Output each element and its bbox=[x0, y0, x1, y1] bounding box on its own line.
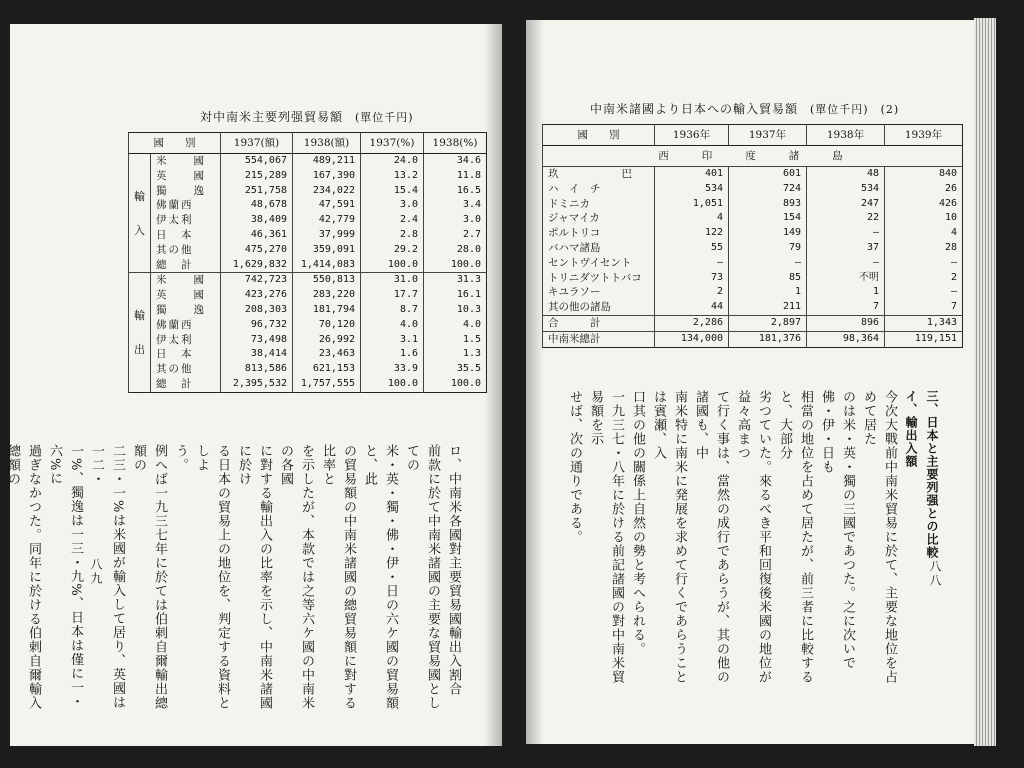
percent-cell: 24.0 bbox=[361, 154, 424, 169]
left-page-number: 八九 bbox=[89, 558, 103, 586]
percent-cell: 35.5 bbox=[424, 362, 487, 377]
table-row bbox=[543, 226, 963, 241]
percent-cell: 3.0 bbox=[424, 213, 487, 228]
value-cell: 181,794 bbox=[293, 303, 361, 318]
value-cell: 489,211 bbox=[293, 154, 361, 169]
value-cell: 359,091 bbox=[293, 243, 361, 258]
percent-cell: 33.9 bbox=[361, 362, 424, 377]
left-header-1938-amount: 1938(額) bbox=[293, 133, 361, 154]
value-cell: 1,051 bbox=[655, 197, 729, 212]
percent-cell: 16.5 bbox=[424, 184, 487, 199]
percent-cell: 17.7 bbox=[361, 288, 424, 303]
text-line: 今次大戰前中南米貿易に於て、主要な地位を占めて居た bbox=[861, 390, 897, 684]
table-row bbox=[543, 241, 963, 256]
table-row bbox=[129, 198, 487, 213]
value-cell: 47,591 bbox=[293, 198, 361, 213]
value-cell: — bbox=[885, 256, 963, 271]
text-line: 前款に於て中南米諸國の主要な貿易國としての bbox=[404, 444, 440, 710]
country-cell: 玖 巴 bbox=[543, 167, 655, 182]
percent-cell: 3.1 bbox=[361, 333, 424, 348]
text-line: 例へば一九三七年に於ては伯剌自爾輸出總額の bbox=[131, 444, 167, 710]
value-cell: 2,286 bbox=[655, 315, 729, 331]
exp-group-label: 輸 出 bbox=[129, 273, 151, 392]
left-header-country: 國 別 bbox=[129, 133, 221, 154]
table-row bbox=[543, 197, 963, 212]
text-line: 二三・一%は米國が輸入して居り、英國は一二・ bbox=[89, 444, 125, 710]
table-row bbox=[129, 243, 487, 258]
value-cell: 42,779 bbox=[293, 213, 361, 228]
value-cell: 234,022 bbox=[293, 184, 361, 199]
value-cell: 181,376 bbox=[729, 331, 807, 347]
country-cell: 佛蘭西 bbox=[151, 198, 221, 213]
value-cell: 813,586 bbox=[221, 362, 293, 377]
value-cell: 55 bbox=[655, 241, 729, 256]
section-heading: 三、日本と主要列强との比較 bbox=[925, 390, 939, 559]
value-cell: 1,757,555 bbox=[293, 377, 361, 392]
right-table-unit: (單位千円) (2) bbox=[810, 103, 900, 116]
text-line: せば、次の通りである。 bbox=[567, 390, 582, 544]
percent-cell: 4.0 bbox=[424, 318, 487, 333]
text-line: 過ぎなかつた。同年に於ける伯剌自爾輸入總額の bbox=[5, 444, 41, 710]
country-cell: 米 國 bbox=[151, 154, 221, 169]
country-cell: ドミニカ bbox=[543, 197, 655, 212]
percent-cell: 3.4 bbox=[424, 198, 487, 213]
text-line: ロ、中南米各國對主要貿易國輸出入割合 bbox=[446, 444, 461, 696]
left-table-unit: (單位千円) bbox=[355, 111, 414, 124]
table-row bbox=[129, 347, 487, 362]
percent-cell: 4.0 bbox=[361, 318, 424, 333]
value-cell: — bbox=[729, 256, 807, 271]
value-cell: 208,303 bbox=[221, 303, 293, 318]
table-row bbox=[129, 258, 487, 273]
left-header-1937-amount: 1937(額) bbox=[221, 133, 293, 154]
value-cell: 2,897 bbox=[729, 315, 807, 331]
country-cell: トリニダツトトバコ bbox=[543, 271, 655, 286]
value-cell: 38,409 bbox=[221, 213, 293, 228]
country-cell: 日 本 bbox=[151, 228, 221, 243]
text-line: 一%、獨逸は一三・九%、日本は僅に一・六%に bbox=[47, 444, 83, 709]
percent-cell: 100.0 bbox=[361, 258, 424, 273]
value-cell: 46,361 bbox=[221, 228, 293, 243]
value-cell: — bbox=[885, 285, 963, 300]
percent-cell: 100.0 bbox=[424, 377, 487, 392]
country-cell: 合 計 bbox=[543, 315, 655, 331]
right-body-text bbox=[564, 390, 942, 696]
value-cell: 475,270 bbox=[221, 243, 293, 258]
country-cell: ジャマイカ bbox=[543, 211, 655, 226]
table-row bbox=[543, 211, 963, 226]
country-cell: ポルトリコ bbox=[543, 226, 655, 241]
value-cell: 4 bbox=[655, 211, 729, 226]
right-header-country: 國 別 bbox=[543, 125, 655, 146]
value-cell: 37 bbox=[807, 241, 885, 256]
percent-cell: 1.5 bbox=[424, 333, 487, 348]
value-cell: 1,414,083 bbox=[293, 258, 361, 273]
value-cell: 1,629,832 bbox=[221, 258, 293, 273]
country-cell: バハマ諸島 bbox=[543, 241, 655, 256]
table-row bbox=[129, 213, 487, 228]
percent-cell: 13.2 bbox=[361, 169, 424, 184]
text-line: う。 bbox=[173, 444, 188, 472]
value-cell: 37,999 bbox=[293, 228, 361, 243]
table-row bbox=[129, 362, 487, 377]
table-row bbox=[543, 167, 963, 182]
table-row bbox=[129, 288, 487, 303]
right-page bbox=[526, 20, 974, 744]
country-cell: 其の他 bbox=[151, 362, 221, 377]
country-cell: セントヴイセント bbox=[543, 256, 655, 271]
value-cell: 2 bbox=[655, 285, 729, 300]
left-table-title-text: 対中南米主要列强貿易額 bbox=[200, 110, 344, 124]
value-cell: 896 bbox=[807, 315, 885, 331]
right-table-header bbox=[543, 125, 963, 167]
value-cell: 149 bbox=[729, 226, 807, 241]
percent-cell: 15.4 bbox=[361, 184, 424, 199]
value-cell: 23,463 bbox=[293, 347, 361, 362]
right-table-body bbox=[543, 167, 963, 348]
country-cell: 英 國 bbox=[151, 288, 221, 303]
percent-cell: 1.6 bbox=[361, 347, 424, 362]
country-cell: 日 本 bbox=[151, 347, 221, 362]
value-cell: 167,390 bbox=[293, 169, 361, 184]
value-cell: 96,732 bbox=[221, 318, 293, 333]
value-cell: 73,498 bbox=[221, 333, 293, 348]
value-cell: 7 bbox=[807, 300, 885, 315]
country-cell: 英 國 bbox=[151, 169, 221, 184]
left-header-1937-pct: 1937(%) bbox=[361, 133, 424, 154]
text-line: のは米・英・獨の三國であつた。之に次いで佛・伊・日も bbox=[819, 390, 855, 670]
percent-cell: 100.0 bbox=[361, 377, 424, 392]
text-line: の貿易額の中南米諸國の總貿易額に對する比率と bbox=[320, 444, 356, 710]
value-cell: 122 bbox=[655, 226, 729, 241]
value-cell: 534 bbox=[807, 182, 885, 197]
left-page bbox=[5, 24, 502, 746]
country-cell: 中南米總計 bbox=[543, 331, 655, 347]
text-line: 口其の他の關係上自然の勢と考へられる。 bbox=[630, 390, 645, 656]
value-cell: 893 bbox=[729, 197, 807, 212]
value-cell: 401 bbox=[655, 167, 729, 182]
value-cell: 601 bbox=[729, 167, 807, 182]
percent-cell: 11.8 bbox=[424, 169, 487, 184]
value-cell: 73 bbox=[655, 271, 729, 286]
table-row bbox=[543, 256, 963, 271]
table-row bbox=[543, 285, 963, 300]
imp-group-label: 輸 入 bbox=[129, 154, 151, 273]
value-cell: 10 bbox=[885, 211, 963, 226]
text-line: て行く事は、當然の成行であらうが、其の他の諸國も、中 bbox=[693, 390, 729, 684]
percent-cell: 3.0 bbox=[361, 198, 424, 213]
table-row bbox=[129, 377, 487, 392]
value-cell: 215,289 bbox=[221, 169, 293, 184]
value-cell: — bbox=[807, 226, 885, 241]
section-heading: イ、輸出入額 bbox=[904, 390, 918, 468]
text-line: 劣つていた。來るべき平和回復後米國の地位が益々高まつ bbox=[735, 390, 771, 684]
value-cell: 742,723 bbox=[221, 273, 293, 288]
value-cell: 2,395,532 bbox=[221, 377, 293, 392]
value-cell: 1 bbox=[807, 285, 885, 300]
left-trade-table bbox=[128, 132, 487, 393]
country-cell: 其の他の諸島 bbox=[543, 300, 655, 315]
text-line: 相當の地位を占めて居たが、前三者に比較すると、大部分 bbox=[777, 390, 813, 684]
value-cell: 2 bbox=[885, 271, 963, 286]
percent-cell: 31.0 bbox=[361, 273, 424, 288]
value-cell: 423,276 bbox=[221, 288, 293, 303]
text-line: る日本の貿易上の地位を、判定する資料としよ bbox=[194, 444, 230, 710]
country-cell: 佛蘭西 bbox=[151, 318, 221, 333]
table-row bbox=[129, 154, 487, 169]
table-row bbox=[129, 228, 487, 243]
book-page-edges bbox=[974, 18, 996, 746]
country-cell: 米 國 bbox=[151, 273, 221, 288]
value-cell: 28 bbox=[885, 241, 963, 256]
value-cell: 26 bbox=[885, 182, 963, 197]
table-row bbox=[129, 273, 487, 288]
left-table-title bbox=[200, 108, 414, 125]
country-cell: ハ イ チ bbox=[543, 182, 655, 197]
value-cell: 79 bbox=[729, 241, 807, 256]
percent-cell: 2.4 bbox=[361, 213, 424, 228]
table-row bbox=[543, 331, 963, 347]
value-cell: — bbox=[807, 256, 885, 271]
left-table-body bbox=[129, 154, 487, 393]
value-cell: 98,364 bbox=[807, 331, 885, 347]
table-row bbox=[129, 184, 487, 199]
value-cell: 70,120 bbox=[293, 318, 361, 333]
value-cell: 554,067 bbox=[221, 154, 293, 169]
country-cell: 總 計 bbox=[151, 377, 221, 392]
value-cell: 38,414 bbox=[221, 347, 293, 362]
country-cell: 伊太利 bbox=[151, 213, 221, 228]
value-cell: — bbox=[655, 256, 729, 271]
value-cell: 134,000 bbox=[655, 331, 729, 347]
value-cell: 621,153 bbox=[293, 362, 361, 377]
percent-cell: 31.3 bbox=[424, 273, 487, 288]
right-section-label: 西 印 度 諸 島 bbox=[543, 146, 963, 167]
percent-cell: 8.7 bbox=[361, 303, 424, 318]
country-cell: 總 計 bbox=[151, 258, 221, 273]
text-line: 一九三七・八年に於ける前記諸國の對中南米貿易額を示 bbox=[588, 390, 624, 684]
percent-cell: 16.1 bbox=[424, 288, 487, 303]
country-cell: 伊太利 bbox=[151, 333, 221, 348]
value-cell: 22 bbox=[807, 211, 885, 226]
table-row bbox=[129, 318, 487, 333]
value-cell: 550,813 bbox=[293, 273, 361, 288]
table-row bbox=[129, 333, 487, 348]
value-cell: 426 bbox=[885, 197, 963, 212]
value-cell: 44 bbox=[655, 300, 729, 315]
percent-cell: 34.6 bbox=[424, 154, 487, 169]
value-cell: 154 bbox=[729, 211, 807, 226]
value-cell: 211 bbox=[729, 300, 807, 315]
value-cell: 7 bbox=[885, 300, 963, 315]
text-line: を示したが、本款では之等六ケ國の中南米の各國 bbox=[278, 444, 314, 710]
percent-cell: 10.3 bbox=[424, 303, 487, 318]
value-cell: 26,992 bbox=[293, 333, 361, 348]
right-header-1936: 1936年 bbox=[655, 125, 729, 146]
table-row bbox=[543, 315, 963, 331]
right-trade-table bbox=[542, 124, 963, 348]
value-cell: 不明 bbox=[807, 271, 885, 286]
value-cell: 85 bbox=[729, 271, 807, 286]
table-row bbox=[129, 303, 487, 318]
percent-cell: 100.0 bbox=[424, 258, 487, 273]
table-row bbox=[543, 182, 963, 197]
right-page-number: 八八 bbox=[928, 560, 942, 588]
country-cell: 獨 逸 bbox=[151, 184, 221, 199]
left-header-1938-pct: 1938(%) bbox=[424, 133, 487, 154]
table-row bbox=[543, 300, 963, 315]
table-row bbox=[129, 169, 487, 184]
country-cell: 獨 逸 bbox=[151, 303, 221, 318]
value-cell: 283,220 bbox=[293, 288, 361, 303]
country-cell: キユラソー bbox=[543, 285, 655, 300]
text-line bbox=[0, 444, 2, 714]
left-body-text bbox=[0, 444, 464, 714]
right-header-1938: 1938年 bbox=[807, 125, 885, 146]
percent-cell: 2.8 bbox=[361, 228, 424, 243]
text-line: 南米特に南米に発展を求めて行くであらうことは賓瀬、入 bbox=[651, 390, 687, 684]
value-cell: 534 bbox=[655, 182, 729, 197]
right-header-1939: 1939年 bbox=[885, 125, 963, 146]
value-cell: 251,758 bbox=[221, 184, 293, 199]
value-cell: 247 bbox=[807, 197, 885, 212]
value-cell: 1 bbox=[729, 285, 807, 300]
percent-cell: 28.0 bbox=[424, 243, 487, 258]
right-header-1937: 1937年 bbox=[729, 125, 807, 146]
value-cell: 119,151 bbox=[885, 331, 963, 347]
text-line: 米・英・獨・佛・伊・日の六ケ國の貿易額と、此 bbox=[362, 444, 398, 710]
value-cell: 4 bbox=[885, 226, 963, 241]
percent-cell: 29.2 bbox=[361, 243, 424, 258]
percent-cell: 1.3 bbox=[424, 347, 487, 362]
value-cell: 724 bbox=[729, 182, 807, 197]
left-table-header bbox=[129, 133, 487, 154]
text-line: に對する輸出入の比率を示し、中南米諸國に於け bbox=[236, 444, 272, 710]
value-cell: 48,678 bbox=[221, 198, 293, 213]
percent-cell: 2.7 bbox=[424, 228, 487, 243]
country-cell: 其の他 bbox=[151, 243, 221, 258]
value-cell: 1,343 bbox=[885, 315, 963, 331]
value-cell: 840 bbox=[885, 167, 963, 182]
right-table-title bbox=[590, 100, 899, 117]
right-table-title-text: 中南米諸國より日本への輸入貿易額 bbox=[590, 102, 799, 116]
value-cell: 48 bbox=[807, 167, 885, 182]
table-row bbox=[543, 271, 963, 286]
